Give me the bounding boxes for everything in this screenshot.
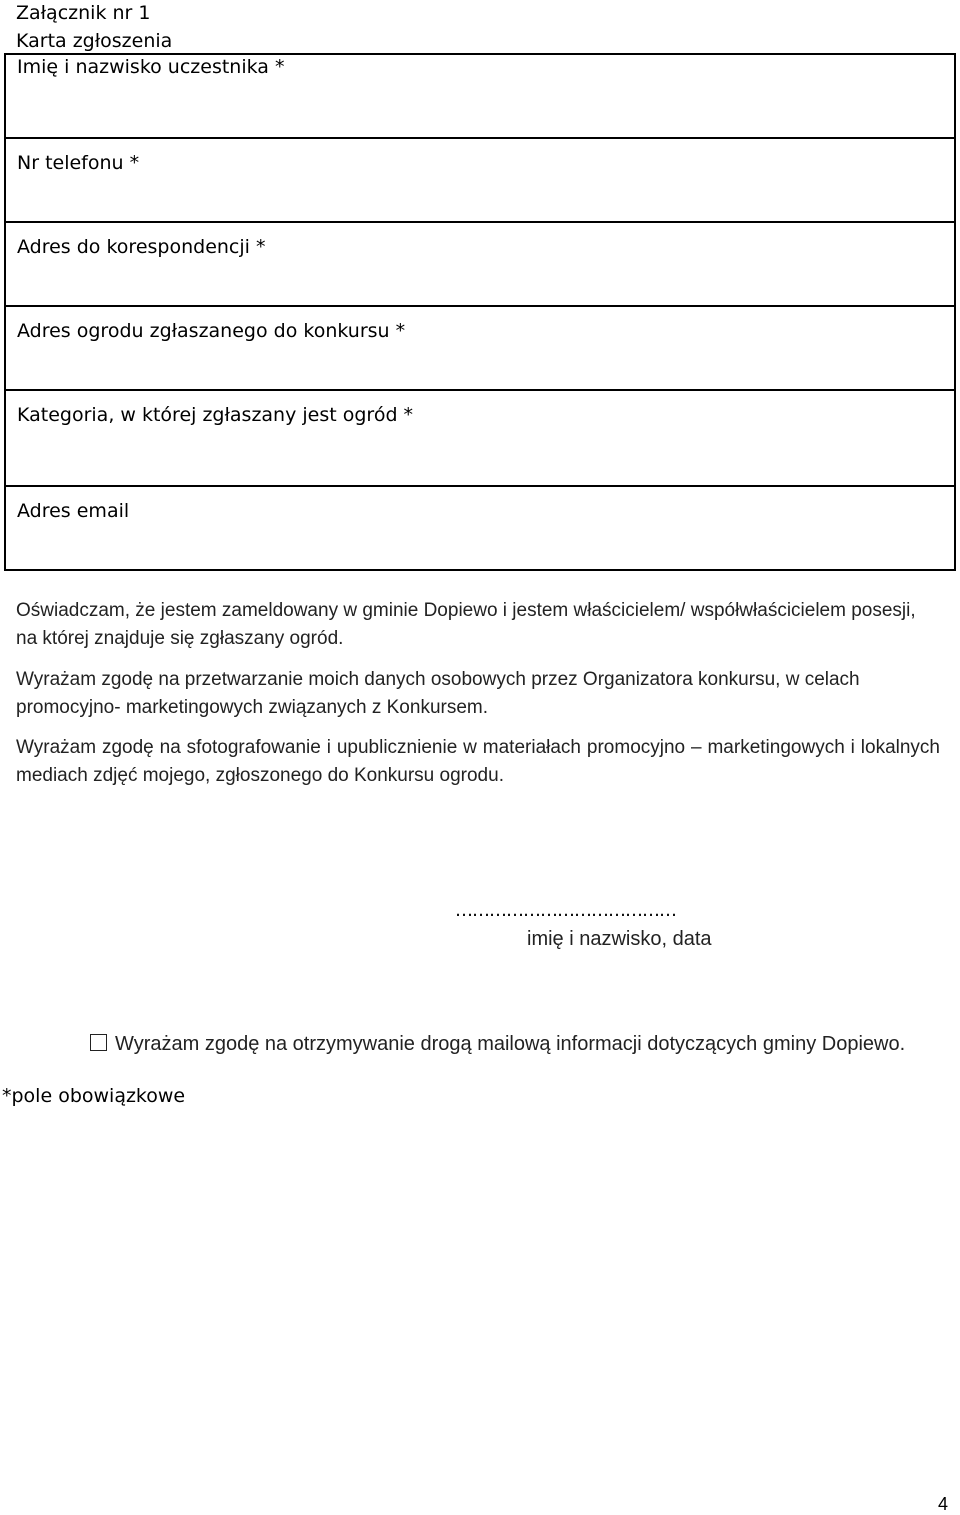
page-number: 4 [938,1494,949,1514]
field-category[interactable] [5,390,955,486]
signature-label: imię i nazwisko, data [527,928,712,950]
field-label: Kategoria, w której zgłaszany jest ogród * [17,404,414,426]
form-title: Karta zgłoszenia [16,30,173,52]
field-email[interactable] [5,486,955,570]
photo-consent: Wyrażam zgodę na sfotografowanie i upublicznienie w materiałach promocyjno – marketingowych i lokalnych mediach zdjęć mojego, zgłoszonego do Konkursu ogrodu. [16,737,940,786]
application-form-table [4,53,956,571]
residency-declaration: Oświadczam, że jestem zameldowany w gminie Dopiewo i jestem właścicielem/ współwłaścicielem posesji, na której znajduje się zgłaszany ogród. [16,600,916,649]
field-label: Nr telefonu * [17,152,140,174]
field-garden-address[interactable] [5,306,955,390]
field-label: Adres do korespondencji * [17,236,266,258]
field-participant-name[interactable] [5,54,955,138]
field-phone[interactable] [5,138,955,222]
required-field-note: *pole obowiązkowe [2,1085,186,1107]
attachment-label: Załącznik nr 1 [16,2,151,24]
email-consent-label: Wyrażam zgodę na otrzymywanie drogą mailową informacji dotyczących gminy Dopiewo. [115,1033,906,1055]
data-processing-consent: Wyrażam zgodę na przetwarzanie moich danych osobowych przez Organizatora konkursu, w celach promocyjno- marketingowych związanych z Konkursem. [16,669,860,718]
field-label: Adres ogrodu zgłaszanego do konkursu * [17,320,406,342]
email-consent [90,1030,905,1058]
signature-line: ………………………………… [455,900,676,921]
email-consent-checkbox[interactable] [90,1034,107,1051]
field-label: Adres email [17,500,130,522]
field-label: Imię i nazwisko uczestnika * [17,56,285,78]
field-correspondence-address[interactable] [5,222,955,306]
